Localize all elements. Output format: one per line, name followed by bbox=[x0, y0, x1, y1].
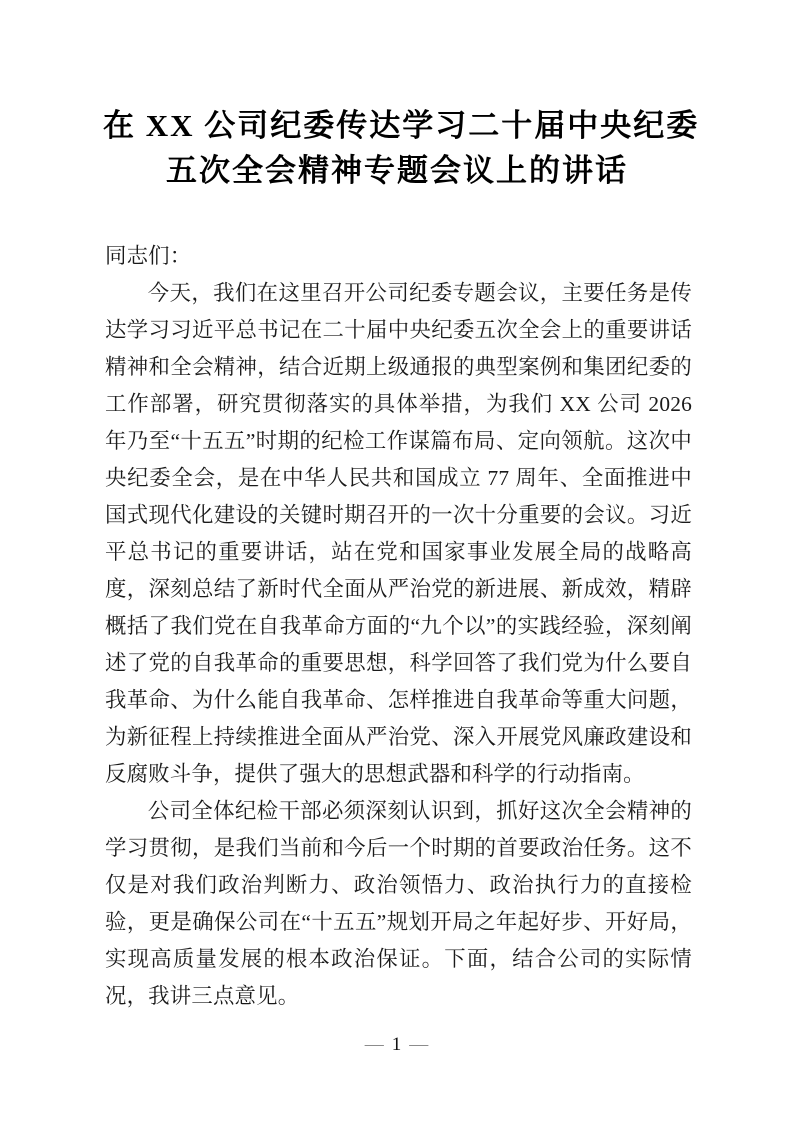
document-title bbox=[103, 103, 700, 193]
document-title-line-2: 五次全会精神专题会议上的讲话 bbox=[166, 153, 628, 188]
salutation: 同志们： bbox=[105, 244, 192, 268]
page-number: 1 bbox=[391, 1034, 402, 1055]
footer-dash-right: — bbox=[409, 1034, 429, 1055]
paragraph-2: 公司全体纪检干部必须深刻认识到，抓好这次全会精神的学习贯彻，是我们当前和今后一个时期的首要政治任务。这不仅是对我们政治判断力、政治领悟力、政治执行力的直接检验，更是确保公司在“十五五”规划开局之年起好步、开好局，实现高质量发展的根本政治保证。下面，结合公司的实际情况，我讲三点意见。 bbox=[105, 799, 692, 1008]
page-footer bbox=[0, 1033, 793, 1057]
document-title-line-1: 在 XX 公司纪委传达学习二十届中央纪委 bbox=[103, 108, 700, 143]
paragraph-1: 今天，我们在这里召开公司纪委专题会议，主要任务是传达学习习近平总书记在二十届中央纪委五次全会上的重要讲话精神和全会精神，结合近期上级通报的典型案例和集团纪委的工作部署，研究贯彻落实的具体举措，为我们 XX 公司 2026 年乃至“十五五”时期的纪检工作谋篇布局、定向领航。这次中央纪委全会，是在中华人民共和国成立 77 周年、全面推进中国式现代化建设的关键时期召开的一次十分重要的会议。习近平总书记的重要讲话，站在党和国家事业发展全局的战略高度，深刻总结了新时代全面从严治党的新进展、新成效，精辟概括了我们党在自我革命方面的“九个以”的实践经验，深刻阐述了党的自我革命的重要思想，科学回答了我们党为什么要自我革命、为什么能自我革命、怎样推进自我革命等重大问题，为新征程上持续推进全面从严治党、深入开展党风廉政建设和反腐败斗争，提供了强大的思想武器和科学的行动指南。 bbox=[105, 281, 692, 786]
footer-dash-left: — bbox=[364, 1034, 384, 1055]
document-body bbox=[105, 238, 692, 1015]
